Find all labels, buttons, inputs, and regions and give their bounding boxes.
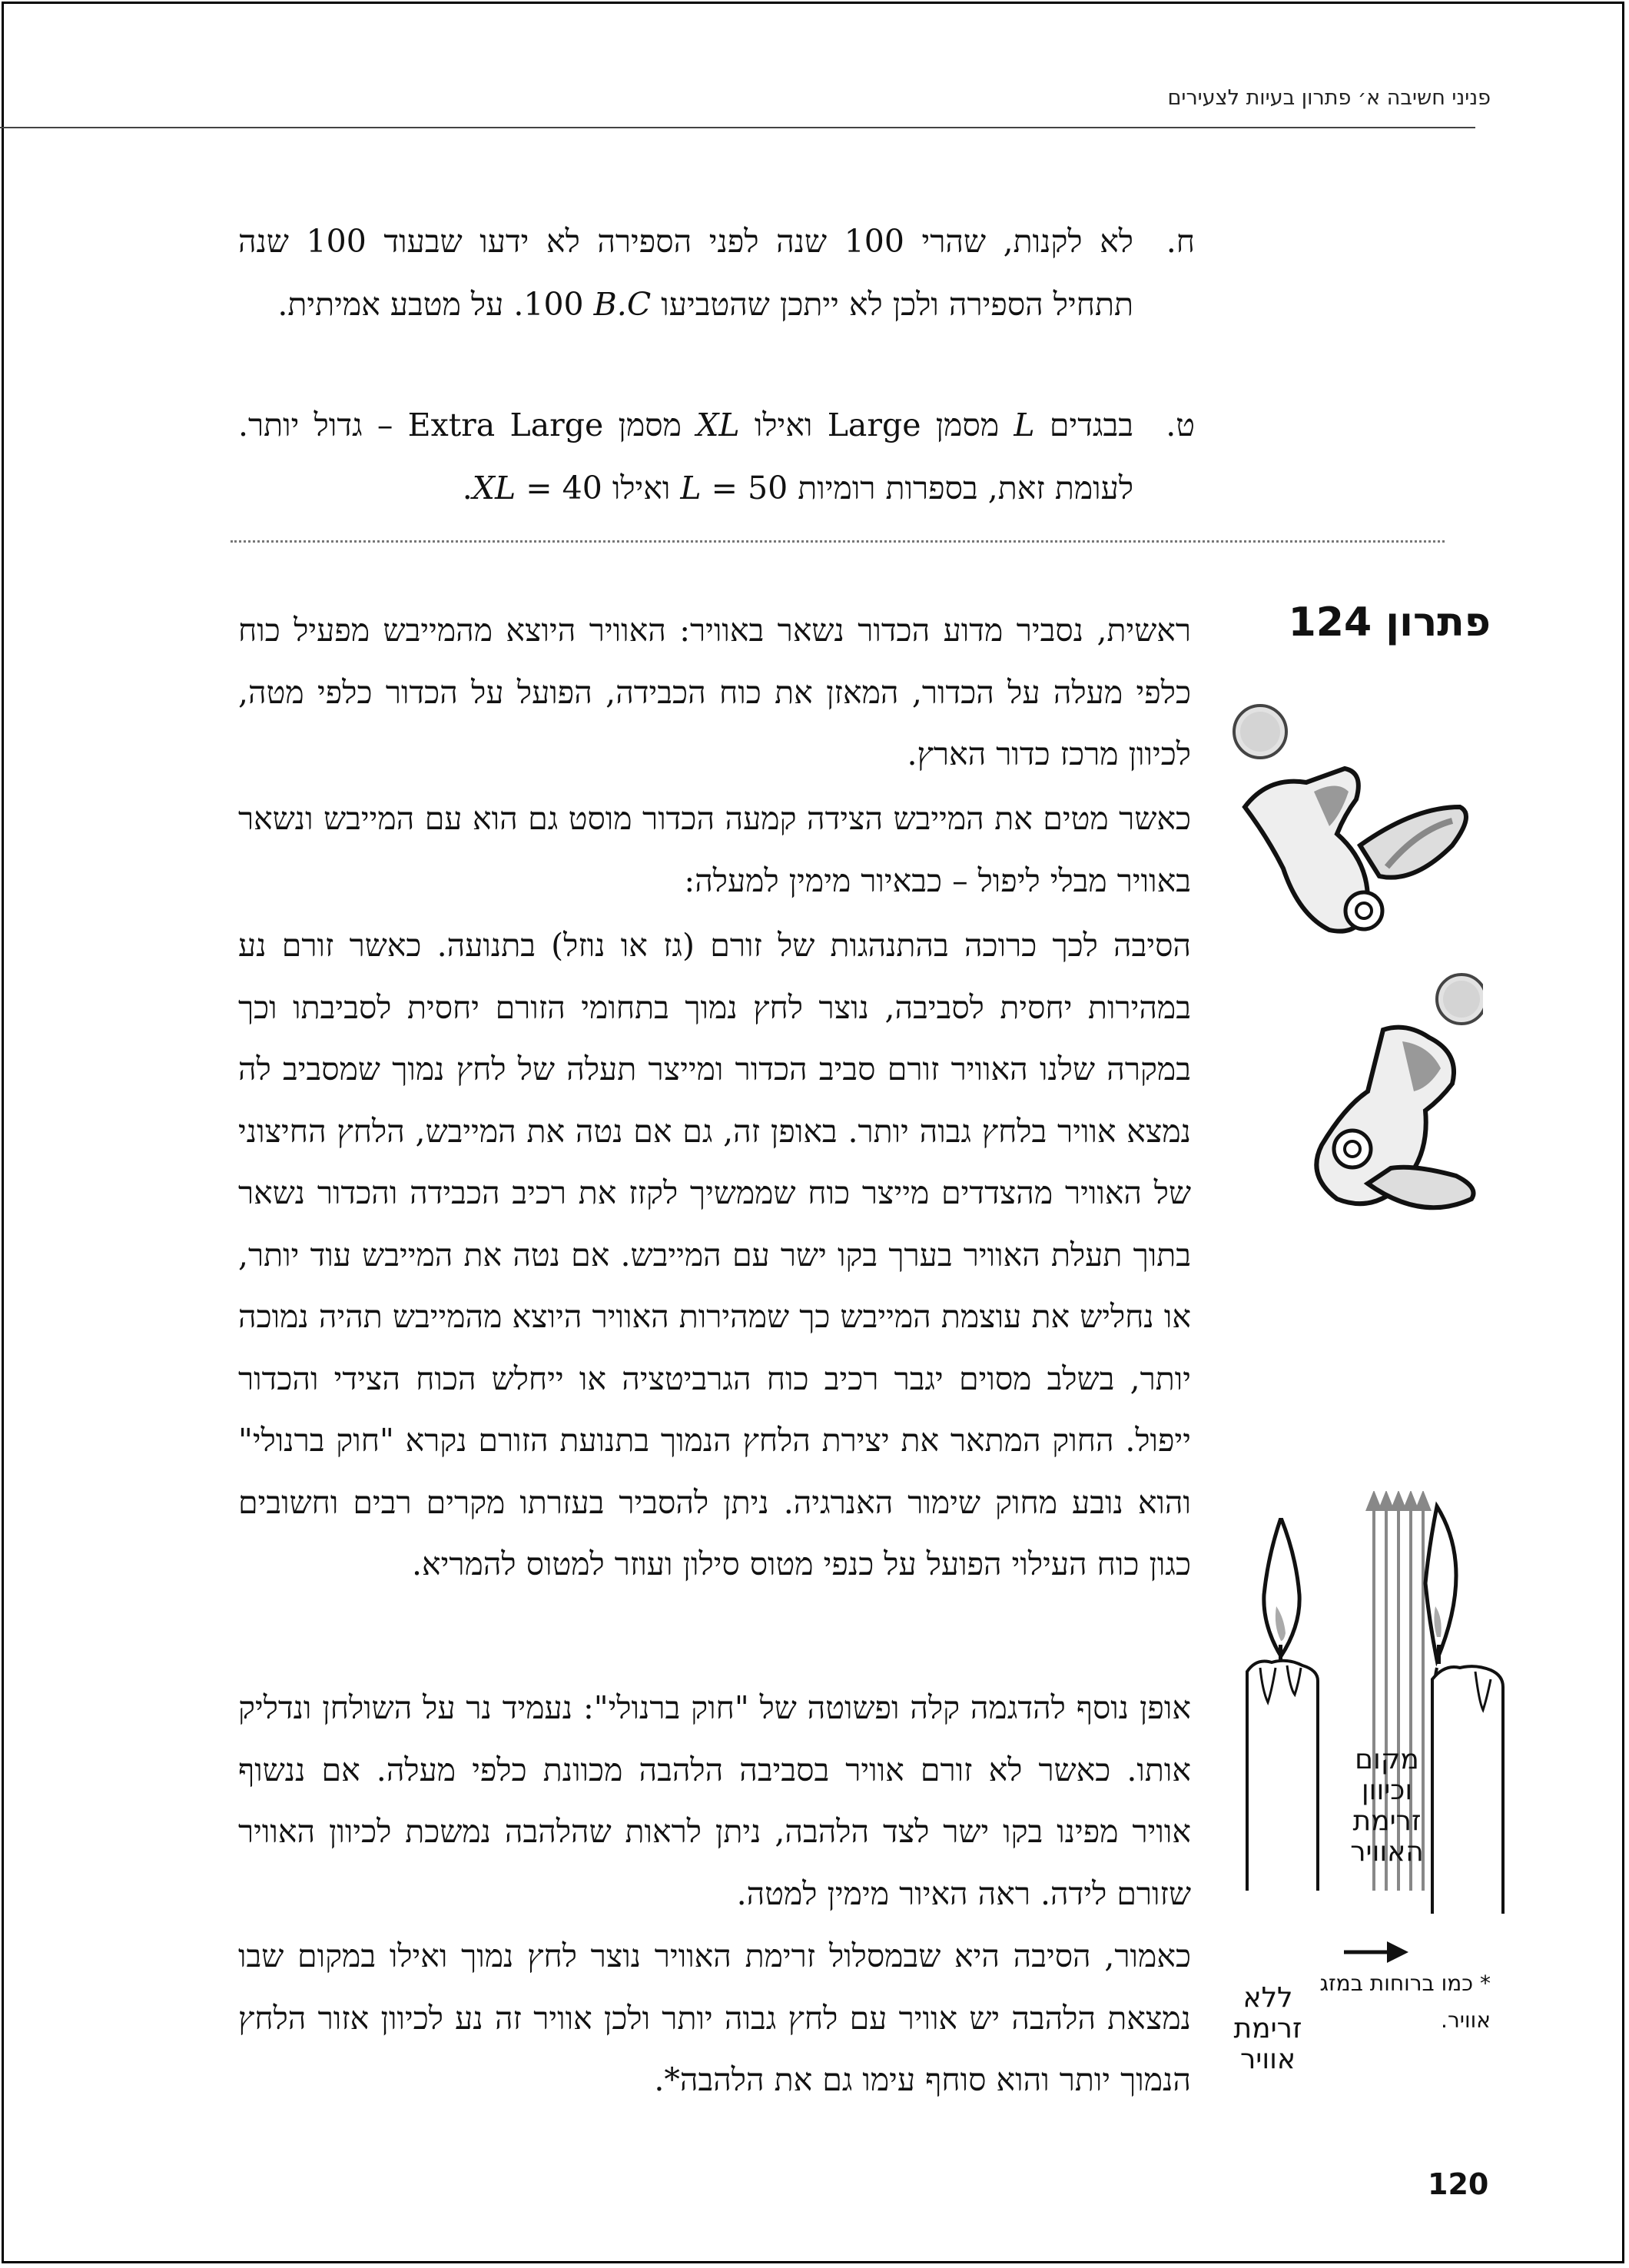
dryer-handle-icon — [1368, 1167, 1474, 1208]
item-latin: L — [1014, 407, 1035, 443]
item-text: לא לקנות, שהרי 100 שנה לפני הספירה לא ידעו שבעוד 100 שנה תתחיל הספירה ולכן לא ייתכן שהטביעו — [238, 223, 1133, 323]
item-latin: B.C — [593, 286, 652, 323]
airflow-label: מקום וכיוון זרימת האוויר — [1350, 1744, 1424, 1868]
section-divider — [231, 540, 1445, 543]
item-text: מסמן Extra Large – גדול יותר. לעומת זאת, בספרות רומיות — [238, 407, 1133, 506]
footnote: * כמו ברוחות במזג אוויר. — [1319, 1971, 1491, 2033]
item-text: מסמן Large ואילו — [739, 407, 1014, 443]
item-body — [238, 210, 1133, 336]
no-airflow-label: ללא זרימת אוויר — [1233, 1982, 1302, 2075]
item-latin: XL — [472, 470, 516, 506]
answer-item-het — [238, 210, 1195, 336]
item-marker: ח. — [1166, 223, 1195, 260]
item-text: = 40. — [462, 470, 602, 506]
item-text: בבגדים — [1034, 407, 1133, 443]
answer-item-tet — [238, 393, 1195, 520]
running-header: פניני חשיבה א׳ פתרון בעיות לצעירים — [1167, 86, 1491, 110]
paragraph-text: ראשית, נסביר מדוע הכדור נשאר באוויר: האוויר היוצא מהמייבש מפעיל כוח כלפי מעלה על הכדור, המאזן את כוח הכבידה, הפועל על הכדור כלפי מטה, לכיוון מרכז כדור הארץ. — [238, 612, 1191, 772]
item-latin: L — [680, 470, 702, 506]
item-latin: XL — [696, 407, 740, 443]
candle-body-icon — [1247, 1661, 1318, 1891]
airflow-direction-arrow-icon — [1341, 1937, 1410, 1967]
solution-paragraph-5 — [238, 1925, 1191, 2111]
hair-dryer-illustration-2 — [1291, 968, 1483, 1245]
solution-paragraph-1 — [238, 599, 1191, 785]
item-marker: ט. — [1166, 407, 1195, 443]
candle-no-airflow-illustration — [1241, 1518, 1325, 1894]
item-text: = 50 ואילו — [602, 470, 788, 506]
solution-paragraph-2 — [238, 788, 1191, 912]
paragraph-text: כאמור, הסיבה היא שבמסלול זרימת האוויר נוצר לחץ נמוך ואילו במקום שבו נמצאת הלהבה יש אוויר עם לחץ גבוה יותר ולכן אוויר זה נע לכיוון אזור הלחץ הנמוך יותר והוא סוחף עימו גם את הלהבה*. — [238, 1938, 1191, 2098]
page-number: 120 — [1428, 2167, 1489, 2201]
solution-title: פתרון 124 — [1288, 599, 1491, 646]
paragraph-text: כאשר מטים את המייבש הצידה קמעה הכדור מוסט גם הוא עם המייבש ונשאר באוויר מבלי ליפול – כבאיור מימין למעלה: — [238, 800, 1191, 899]
paragraph-text: אופן נוסף להדגמה קלה ופשוטה של "חוק ברנולי": נעמיד נר על השולחן ונדליק אותו. כאשר לא זורם אוויר בסביבה הלהבה מכוונת כלפי מעלה. אם ננשוף אוויר מפינו בקו ישר לצד הלהבה, ניתן לראות שהלהבה נמשכת לכיוון האוויר שזורם לידה. ראה האיור מימין למטה. — [238, 1689, 1191, 1912]
item-body — [238, 393, 1133, 520]
solution-paragraph-3 — [238, 915, 1191, 1596]
hair-dryer-illustration-1 — [1222, 692, 1475, 961]
paragraph-text: הסיבה לכך כרוכה בהתנהגות של זורם (גז או נוזל) בתנועה. כאשר זורם נע במהירות יחסית לסביבה, נוצר לחץ נמוך בתחומי הזורם יחסית לסביבתו וכך במקרה שלנו האוויר זורם סביב הכדור ומייצר תעלה של לחץ נמוך שמסביב לה נמצא אוויר בלחץ גבוה יותר. באופן זה, גם אם נטה את המייבש, הלחץ החיצוני של האוויר מהצדדים מייצר כוח שממשיך לקזז את רכיב הכבידה והכדור נשאר בתוך תעלת האוויר בערך בקו ישר עם המייבש. אם נטה את המייבש עוד יותר, או נחליש את עוצמת המייבש כך שמהירות האוויר היוצא מהמייבש תהיה נמוכה יותר, בשלב מסוים יגבר רכיב כוח הגרביטציה או ייחלש הכוח הצידי והכדור ייפול. החוק המתאר את יצירת הלחץ הנמוך בתנועת הזורם נקרא "חוק ברנולי" והוא נובע מחוק שימור האנרגיה. ניתן להסביר בעזרתו מקרים רבים וחשובים כגון כוח העילוי הפועל על כנפי מטוס סילון ועוזר למטוס להמריא. — [238, 927, 1192, 1582]
candle-body-icon — [1429, 1656, 1506, 1918]
item-text: 100. על מטבע אמיתית. — [277, 286, 594, 323]
solution-paragraph-4 — [238, 1677, 1191, 1924]
header-rule — [0, 127, 1475, 128]
